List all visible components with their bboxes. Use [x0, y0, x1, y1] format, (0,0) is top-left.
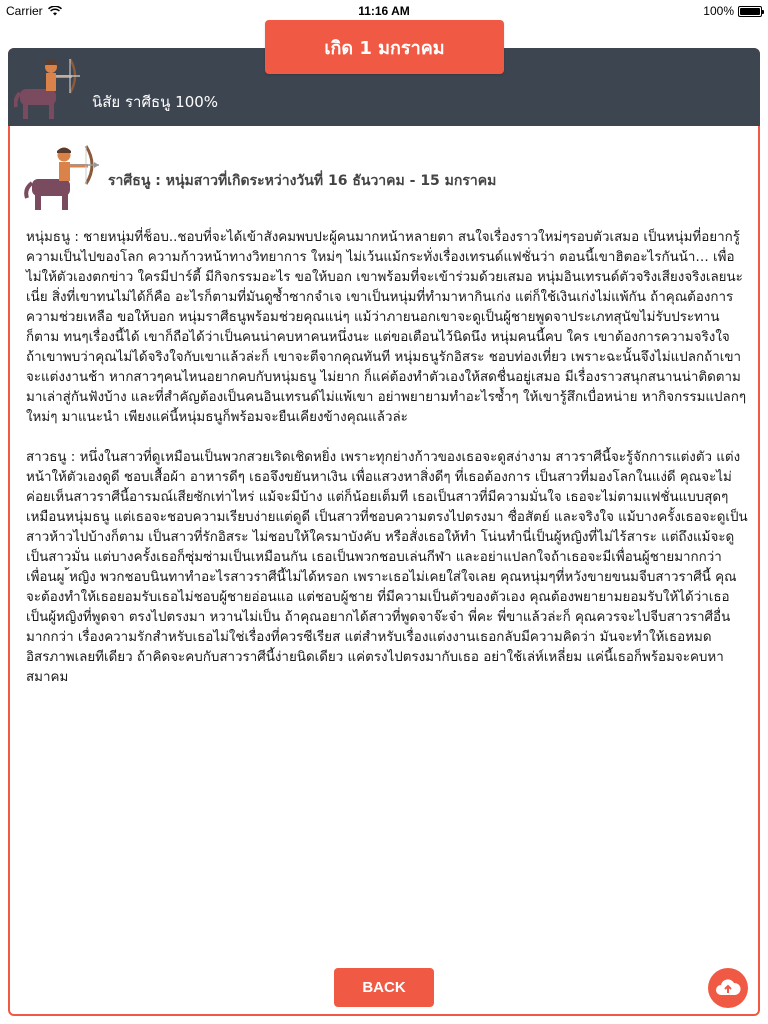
- battery-icon: [738, 6, 762, 17]
- battery-percent: 100%: [703, 4, 734, 18]
- cloud-upload-icon: [714, 977, 742, 999]
- battery-fill: [740, 8, 760, 15]
- sagittarius-archer-icon: [14, 55, 82, 121]
- status-right: [703, 4, 762, 18]
- back-button[interactable]: BACK: [334, 968, 434, 1007]
- sign-subtitle: ราศีธนู : หนุ่มสาวที่เกิดระหว่างวันที่ 16 ธันวาคม - 15 มกราคม: [108, 173, 497, 189]
- status-time: 11:16 AM: [358, 4, 410, 18]
- description-text: [26, 228, 748, 708]
- cloud-upload-button[interactable]: [708, 968, 748, 1008]
- paragraph-male: หนุ่มธนู : ชายหนุ่มที่ช็อบ..ชอบที่จะได้เข้าสังคมพบปะผู้คนมากหน้าหลายตา สนใจเรื่องราวใหม่ๆรอบตัวเสมอ เป็นหนุ่มที่อยากรู้ความเป็นไปของโลก ความก้าวหน้าทางวิทยาการ ใหม่ๆ ไม่เว้นแม้กระทั่งเรื่องเทรนด์แฟชั่นว่า ตอนนี้เขาฮิตอะไรกันน้า… เพื่อไม่ให้ตัวเองตกข่าว ใครมีปาร์ตี้ มีกิจกรรมอะไร ขอให้บอก เขาพร้อมที่จะเข้าร่วมด้วยเสมอ หนุ่มอินเทรนด์ตัวจริงเสียงจริงเลยนะเนี่ย สิ่งที่เขาทนไม่ได้ก็คือ อะไรก็ตามที่มันดูซ้ำซากจำเจ เขาเป็นหนุ่มที่ทำมาหากินเก่ง แต่ก็ใช้เงินเก่งไม่แพ้กัน ถ้าคุณต้องการความช่วยเหลือ ขอให้บอก หนุ่มราศีธนูพร้อมช่วยคุณแน่ๆ แม้ว่าภายนอกเขาจะดูเป็นผู้ชายพูดจาประเภทสุนัขไม่รับประทานก็ตาม ทนๆเรื่องนี้ได้ เขาก็ถือได้ว่าเป็นคนน่าคบหาคนหนึ่งนะ แต่ขอเตือนไว้นิดนึง หนุ่มคนนี้คบ ใคร เขาต้องการความจริงใจ ถ้าเขาพบว่าคุณไม่ได้จริงใจกับเขาแล้วล่ะก็ เขาจะตีจากคุณทันที หนุ่มธนูรักอิสระ ชอบท่องเที่ยว เพราะฉะนั้นจึงไม่แปลกถ้าเขาจะแต่งงานช้า หากสาวๆคนไหนอยากคบกับหนุ่มธนู ไม่ยาก ก็แค่ต้องทำตัวเองให้สดชื่นอยู่เสมอ มีเรื่องราวสนุกสนานน่าติดตาม มาเล่าสู่กันฟังบ้าง และที่สำคัญต้องเป็นคนอินเทรนด์ไม่แพ้เขา อย่าพยายามทำอะไรซ้ำๆ ให้เขารู้สึกเบื่อหน่าย หากิจกรรมแปลกๆ ใหม่ๆ มาแนะนำ เพียงแค่นี้หนุ่มธนูก็พร้อมจะยืนเคียงข้างคุณแล้วล่ะ: [26, 230, 747, 425]
- paragraph-female: สาวธนู : หนึ่งในสาวที่ดูเหมือนเป็นพวกสวยเริดเชิดหยิ่ง เพราะทุกย่างก้าวของเธอจะดูสง่างาม สาวราศีนี้จะรู้จักการแต่งตัว แต่งหน้าให้ตัวเองดูดี ชอบเสื้อผ้า อาหารดีๆ เธอจึงขยันหาเงิน เพื่อแสวงหาสิ่งดีๆ ที่เธอต้องการ เป็นสาวที่มองโลกในแง่ดี คุณจะไม่ค่อยเห็นสาวราศีนี้อารมณ์เสียซักเท่าไหร่ แม้จะมีบ้าง แต่ก็น้อยเต็มที เธอเป็นสาวที่มีความมั่นใจ เธอจะไม่ตามแฟชั่นแบบสุดๆ เหมือนหนุ่มธนู แต่เธอจะชอบความเรียบง่ายแต่ดูดี เป็นสาวที่ชอบความตรงไปตรงมา ซื่อสัตย์ และจริงใจ แม้บางครั้งเธอจะดูเป็นสาวห้าวไปบ้างก็ตาม เป็นสาวที่รักอิสระ ไม่ชอบให้ใครมาบังคับ หรือสั่งเธอให้ทำ โน่นทำนี่เป็นผู้หญิงที่ไม่ไร้สาระ แต่ถึงแม้จะดูเป็นสาวมั่น แต่บางครั้งเธอก็ซุ่มซ่ามเป็นเหมือนกัน เธอเป็นพวกชอบเล่นกีฬา และอย่าแปลกใจถ้าเธอจะมีเพื่อนผู้ชายมากกว่าเพื่อนผู ้หญิง พวกชอบนินทาทำอะไรสาวราศีนี้ไม่ได้หรอก เพราะเธอไม่เคยใส่ใจเลย คุณหนุ่มๆที่หวังขายขนมจีบสาวราศีนี้ คุณจะต้องทำให้เธอยอมรับเธอไม่ชอบผู้ชายอ่อนแอ แต่ชอบผู้ชาย ที่มีความเป็นตัวของตัวเอง คุณต้องพยายามยอมรับให้ได้ว่าเธอเป็นผู้หญิงที่พูดจา ตรงไปตรงมา หวานไม่เป็น ถ้าคุณอยากได้สาวที่พูดจาจ๊ะจ๋า พี่คะ พี่ขาแล้วล่ะก็ คุณควรจะไปจีบสาวราศีอื่นมากกว่า เรื่องความรักสำหรับเธอไม่ใช่เรื่องที่ควรซีเรียส แต่สำหรับเรื่องแต่งงานเธอกลับมีความคิดว่า มันจะทำให้เธอหมดอิสรภาพเลยทีเดียว ถ้าคิดจะคบกับสาวราศีนี้ง่ายนิดเดียว แค่ตรงไปตรงมากับเธอ อย่าใช้เล่ห์เหลี่ยม แค่นี้เธอก็พร้อมจะคบหาสมาคม: [26, 450, 748, 685]
- carrier-label: Carrier: [6, 4, 43, 18]
- birth-date-button[interactable]: เกิด 1 มกราคม: [265, 20, 504, 74]
- battery-tip: [762, 10, 764, 14]
- page-title: นิสัย ราศีธนู 100%: [92, 93, 219, 111]
- sagittarius-archer-icon: [22, 143, 100, 211]
- status-bar: [0, 0, 768, 22]
